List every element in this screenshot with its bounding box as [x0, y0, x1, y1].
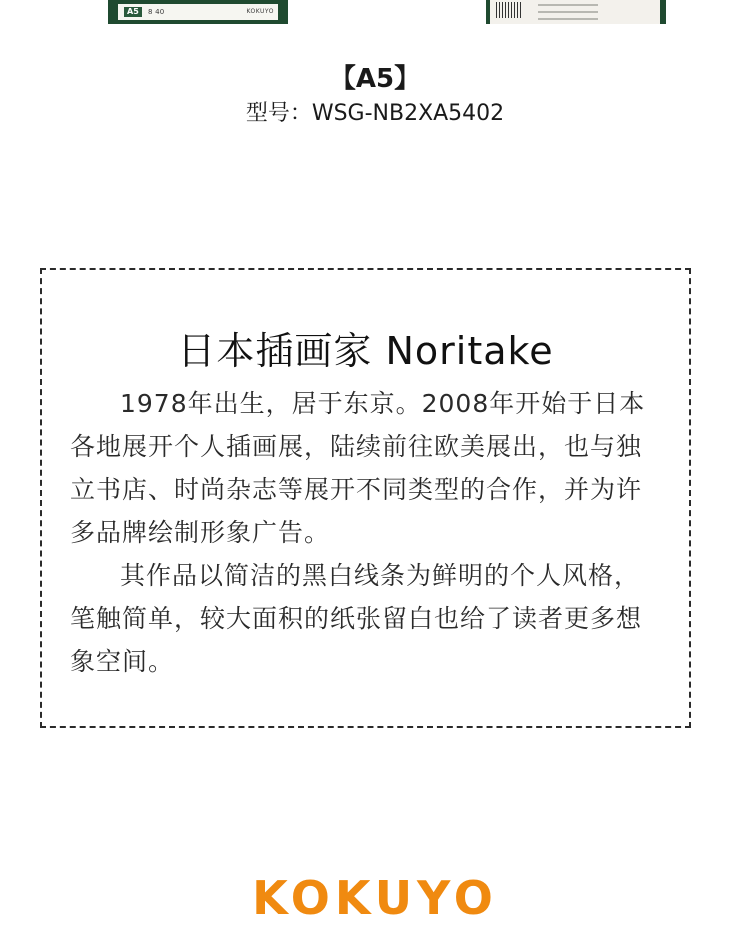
intro-paragraph: 1978年出生，居于东京。2008年开始于日本各地展开个人插画展，陆续前往欧美展出，也与独立书店、时尚杂志等展开不同类型的合作，并为许多品牌绘制形象广告。 [70, 389, 646, 547]
size-heading: 【A5】 [329, 64, 421, 94]
kokuyo-logo: KOKUYO [252, 871, 498, 925]
intro-title: 日本插画家 Noritake [177, 329, 554, 373]
page-count-text: 8 40 [148, 8, 165, 16]
cover-brand-text: KOKUYO [246, 8, 274, 15]
size-tag: A5 [124, 7, 142, 17]
barcode-icon [496, 2, 522, 18]
illustrator-intro-box [40, 268, 691, 728]
spec-text-lines [538, 4, 598, 25]
product-image-front [108, 0, 288, 24]
intro-body [70, 382, 660, 683]
intro-paragraph: 其作品以简洁的黑白线条为鲜明的个人风格，笔触简单，较大面积的纸张留白也给了读者更多想象空间。 [70, 561, 643, 676]
model-number: 型号：WSG-NB2XA5402 [245, 101, 505, 126]
product-image-back [486, 0, 666, 24]
